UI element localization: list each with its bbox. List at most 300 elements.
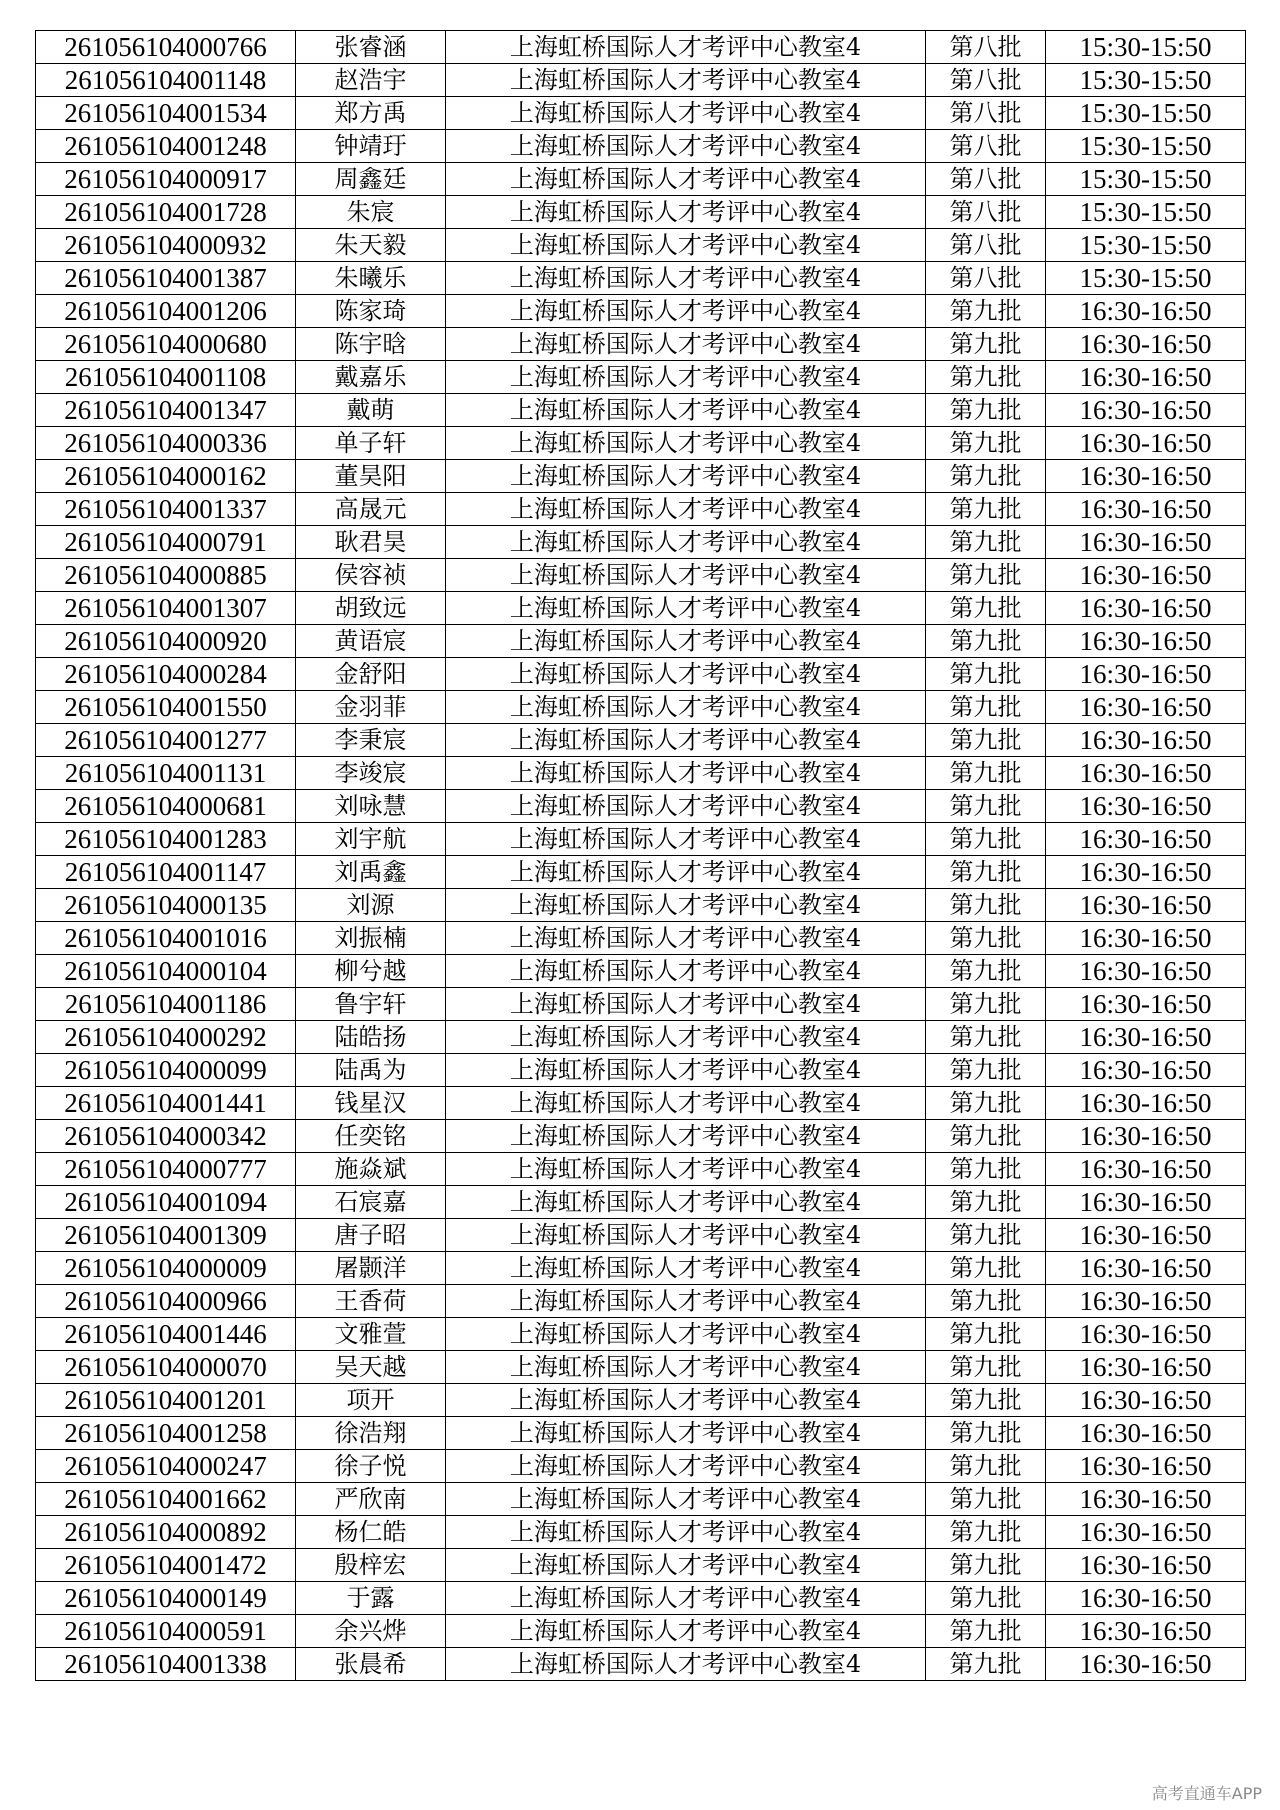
batch-cell: 第九批 [926, 823, 1046, 856]
batch-cell: 第九批 [926, 559, 1046, 592]
time-slot-cell: 16:30-16:50 [1046, 295, 1246, 328]
exam-room-cell: 上海虹桥国际人才考评中心教室4 [446, 790, 926, 823]
candidate-name-cell: 杨仁皓 [296, 1516, 446, 1549]
batch-cell: 第八批 [926, 31, 1046, 64]
table-row [36, 1252, 1246, 1285]
candidate-id-cell: 261056104001248 [36, 130, 296, 163]
candidate-id-cell: 261056104000777 [36, 1153, 296, 1186]
candidate-name-cell: 严欣南 [296, 1483, 446, 1516]
exam-room-cell: 上海虹桥国际人才考评中心教室4 [446, 163, 926, 196]
exam-room-cell: 上海虹桥国际人才考评中心教室4 [446, 1615, 926, 1648]
candidate-id-cell: 261056104001201 [36, 1384, 296, 1417]
table-row [36, 97, 1246, 130]
exam-room-cell: 上海虹桥国际人才考评中心教室4 [446, 1417, 926, 1450]
batch-cell: 第九批 [926, 394, 1046, 427]
batch-cell: 第九批 [926, 1648, 1046, 1681]
table-row [36, 493, 1246, 526]
table-row [36, 1285, 1246, 1318]
candidate-name-cell: 钱星汉 [296, 1087, 446, 1120]
candidate-name-cell: 单子轩 [296, 427, 446, 460]
time-slot-cell: 16:30-16:50 [1046, 592, 1246, 625]
candidate-id-cell: 261056104001309 [36, 1219, 296, 1252]
table-row [36, 163, 1246, 196]
batch-cell: 第九批 [926, 922, 1046, 955]
candidate-name-cell: 黄语宸 [296, 625, 446, 658]
time-slot-cell: 16:30-16:50 [1046, 691, 1246, 724]
candidate-id-cell: 261056104000920 [36, 625, 296, 658]
table-row [36, 262, 1246, 295]
time-slot-cell: 16:30-16:50 [1046, 1483, 1246, 1516]
time-slot-cell: 16:30-16:50 [1046, 790, 1246, 823]
candidate-name-cell: 徐浩翔 [296, 1417, 446, 1450]
batch-cell: 第八批 [926, 64, 1046, 97]
time-slot-cell: 16:30-16:50 [1046, 757, 1246, 790]
batch-cell: 第九批 [926, 1384, 1046, 1417]
time-slot-cell: 16:30-16:50 [1046, 1351, 1246, 1384]
candidate-name-cell: 柳兮越 [296, 955, 446, 988]
exam-room-cell: 上海虹桥国际人才考评中心教室4 [446, 757, 926, 790]
candidate-name-cell: 殷梓宏 [296, 1549, 446, 1582]
candidate-id-cell: 261056104000791 [36, 526, 296, 559]
batch-cell: 第八批 [926, 262, 1046, 295]
table-row [36, 790, 1246, 823]
time-slot-cell: 16:30-16:50 [1046, 1285, 1246, 1318]
batch-cell: 第九批 [926, 691, 1046, 724]
table-row [36, 460, 1246, 493]
exam-room-cell: 上海虹桥国际人才考评中心教室4 [446, 1351, 926, 1384]
time-slot-cell: 15:30-15:50 [1046, 196, 1246, 229]
candidate-id-cell: 261056104001728 [36, 196, 296, 229]
batch-cell: 第八批 [926, 130, 1046, 163]
time-slot-cell: 16:30-16:50 [1046, 559, 1246, 592]
candidate-id-cell: 261056104001337 [36, 493, 296, 526]
time-slot-cell: 16:30-16:50 [1046, 1120, 1246, 1153]
table-row [36, 658, 1246, 691]
exam-room-cell: 上海虹桥国际人才考评中心教室4 [446, 823, 926, 856]
batch-cell: 第九批 [926, 1054, 1046, 1087]
candidate-name-cell: 侯容祯 [296, 559, 446, 592]
table-row [36, 922, 1246, 955]
batch-cell: 第九批 [926, 592, 1046, 625]
batch-cell: 第九批 [926, 328, 1046, 361]
time-slot-cell: 15:30-15:50 [1046, 64, 1246, 97]
table-row [36, 1153, 1246, 1186]
exam-room-cell: 上海虹桥国际人才考评中心教室4 [446, 31, 926, 64]
candidate-name-cell: 胡致远 [296, 592, 446, 625]
time-slot-cell: 16:30-16:50 [1046, 526, 1246, 559]
exam-room-cell: 上海虹桥国际人才考评中心教室4 [446, 1219, 926, 1252]
candidate-id-cell: 261056104000917 [36, 163, 296, 196]
candidate-id-cell: 261056104001534 [36, 97, 296, 130]
time-slot-cell: 16:30-16:50 [1046, 1516, 1246, 1549]
candidate-name-cell: 高晟元 [296, 493, 446, 526]
candidate-name-cell: 刘源 [296, 889, 446, 922]
table-row [36, 361, 1246, 394]
candidate-id-cell: 261056104001307 [36, 592, 296, 625]
batch-cell: 第九批 [926, 1186, 1046, 1219]
table-row [36, 559, 1246, 592]
candidate-id-cell: 261056104001441 [36, 1087, 296, 1120]
time-slot-cell: 16:30-16:50 [1046, 1417, 1246, 1450]
batch-cell: 第九批 [926, 295, 1046, 328]
candidate-id-cell: 261056104001206 [36, 295, 296, 328]
exam-room-cell: 上海虹桥国际人才考评中心教室4 [446, 625, 926, 658]
batch-cell: 第九批 [926, 790, 1046, 823]
candidate-name-cell: 耿君昊 [296, 526, 446, 559]
candidate-name-cell: 鲁宇轩 [296, 988, 446, 1021]
candidate-name-cell: 施焱斌 [296, 1153, 446, 1186]
table-row [36, 130, 1246, 163]
table-row [36, 196, 1246, 229]
time-slot-cell: 16:30-16:50 [1046, 394, 1246, 427]
exam-room-cell: 上海虹桥国际人才考评中心教室4 [446, 691, 926, 724]
exam-room-cell: 上海虹桥国际人才考评中心教室4 [446, 526, 926, 559]
candidate-name-cell: 陈家琦 [296, 295, 446, 328]
batch-cell: 第九批 [926, 1450, 1046, 1483]
table-row [36, 427, 1246, 460]
batch-cell: 第九批 [926, 526, 1046, 559]
table-row [36, 757, 1246, 790]
exam-room-cell: 上海虹桥国际人才考评中心教室4 [446, 493, 926, 526]
batch-cell: 第九批 [926, 1615, 1046, 1648]
candidate-name-cell: 于露 [296, 1582, 446, 1615]
table-row [36, 1054, 1246, 1087]
candidate-id-cell: 261056104001277 [36, 724, 296, 757]
time-slot-cell: 16:30-16:50 [1046, 1450, 1246, 1483]
table-row [36, 1615, 1246, 1648]
candidate-id-cell: 261056104000681 [36, 790, 296, 823]
candidate-id-cell: 261056104000284 [36, 658, 296, 691]
candidate-name-cell: 郑方禹 [296, 97, 446, 130]
candidate-name-cell: 周鑫廷 [296, 163, 446, 196]
candidate-id-cell: 261056104000149 [36, 1582, 296, 1615]
candidate-name-cell: 赵浩宇 [296, 64, 446, 97]
candidate-name-cell: 屠颢洋 [296, 1252, 446, 1285]
exam-room-cell: 上海虹桥国际人才考评中心教室4 [446, 1186, 926, 1219]
table-row [36, 988, 1246, 1021]
candidate-name-cell: 刘咏慧 [296, 790, 446, 823]
exam-room-cell: 上海虹桥国际人才考评中心教室4 [446, 229, 926, 262]
time-slot-cell: 16:30-16:50 [1046, 1153, 1246, 1186]
time-slot-cell: 16:30-16:50 [1046, 1384, 1246, 1417]
candidate-id-cell: 261056104001147 [36, 856, 296, 889]
batch-cell: 第八批 [926, 163, 1046, 196]
batch-cell: 第九批 [926, 1516, 1046, 1549]
candidate-name-cell: 戴萌 [296, 394, 446, 427]
table-row [36, 1318, 1246, 1351]
candidate-id-cell: 261056104001131 [36, 757, 296, 790]
watermark-text: 高考直通车APP [1151, 1784, 1262, 1803]
batch-cell: 第九批 [926, 625, 1046, 658]
time-slot-cell: 16:30-16:50 [1046, 625, 1246, 658]
time-slot-cell: 15:30-15:50 [1046, 130, 1246, 163]
exam-room-cell: 上海虹桥国际人才考评中心教室4 [446, 328, 926, 361]
exam-room-cell: 上海虹桥国际人才考评中心教室4 [446, 1582, 926, 1615]
candidate-id-cell: 261056104000966 [36, 1285, 296, 1318]
candidate-name-cell: 钟靖玗 [296, 130, 446, 163]
candidate-name-cell: 刘禹鑫 [296, 856, 446, 889]
exam-room-cell: 上海虹桥国际人才考评中心教室4 [446, 658, 926, 691]
candidate-id-cell: 261056104000247 [36, 1450, 296, 1483]
time-slot-cell: 16:30-16:50 [1046, 1186, 1246, 1219]
candidate-id-cell: 261056104001347 [36, 394, 296, 427]
candidate-id-cell: 261056104000591 [36, 1615, 296, 1648]
candidate-name-cell: 董昊阳 [296, 460, 446, 493]
candidate-name-cell: 张睿涵 [296, 31, 446, 64]
batch-cell: 第八批 [926, 97, 1046, 130]
candidate-id-cell: 261056104000099 [36, 1054, 296, 1087]
candidate-name-cell: 陆禹为 [296, 1054, 446, 1087]
candidate-name-cell: 张晨希 [296, 1648, 446, 1681]
batch-cell: 第九批 [926, 1252, 1046, 1285]
time-slot-cell: 16:30-16:50 [1046, 427, 1246, 460]
time-slot-cell: 16:30-16:50 [1046, 1615, 1246, 1648]
candidate-id-cell: 261056104001258 [36, 1417, 296, 1450]
candidate-name-cell: 李竣宸 [296, 757, 446, 790]
batch-cell: 第九批 [926, 955, 1046, 988]
exam-room-cell: 上海虹桥国际人才考评中心教室4 [446, 1021, 926, 1054]
time-slot-cell: 15:30-15:50 [1046, 97, 1246, 130]
batch-cell: 第九批 [926, 1219, 1046, 1252]
batch-cell: 第九批 [926, 856, 1046, 889]
table-row [36, 724, 1246, 757]
candidate-id-cell: 261056104001472 [36, 1549, 296, 1582]
table-row [36, 1450, 1246, 1483]
table-row [36, 1648, 1246, 1681]
candidate-name-cell: 陈宇晗 [296, 328, 446, 361]
candidate-name-cell: 吴天越 [296, 1351, 446, 1384]
exam-room-cell: 上海虹桥国际人才考评中心教室4 [446, 988, 926, 1021]
time-slot-cell: 16:30-16:50 [1046, 823, 1246, 856]
candidate-name-cell: 朱曦乐 [296, 262, 446, 295]
time-slot-cell: 16:30-16:50 [1046, 1087, 1246, 1120]
table-row [36, 1549, 1246, 1582]
candidate-name-cell: 石宸嘉 [296, 1186, 446, 1219]
table-body [36, 31, 1246, 1681]
time-slot-cell: 16:30-16:50 [1046, 1318, 1246, 1351]
exam-room-cell: 上海虹桥国际人才考评中心教室4 [446, 1087, 926, 1120]
time-slot-cell: 16:30-16:50 [1046, 1648, 1246, 1681]
batch-cell: 第九批 [926, 1087, 1046, 1120]
time-slot-cell: 16:30-16:50 [1046, 1054, 1246, 1087]
candidate-name-cell: 文雅萱 [296, 1318, 446, 1351]
candidate-id-cell: 261056104001387 [36, 262, 296, 295]
candidate-id-cell: 261056104001283 [36, 823, 296, 856]
exam-room-cell: 上海虹桥国际人才考评中心教室4 [446, 1516, 926, 1549]
time-slot-cell: 15:30-15:50 [1046, 163, 1246, 196]
table-row [36, 295, 1246, 328]
batch-cell: 第九批 [926, 1153, 1046, 1186]
candidate-id-cell: 261056104000135 [36, 889, 296, 922]
candidate-name-cell: 王香荷 [296, 1285, 446, 1318]
candidate-id-cell: 261056104000292 [36, 1021, 296, 1054]
table-row [36, 1351, 1246, 1384]
exam-room-cell: 上海虹桥国际人才考评中心教室4 [446, 955, 926, 988]
table-row [36, 229, 1246, 262]
time-slot-cell: 16:30-16:50 [1046, 460, 1246, 493]
candidate-id-cell: 261056104000892 [36, 1516, 296, 1549]
exam-room-cell: 上海虹桥国际人才考评中心教室4 [446, 1153, 926, 1186]
batch-cell: 第九批 [926, 1417, 1046, 1450]
candidate-name-cell: 李秉宸 [296, 724, 446, 757]
time-slot-cell: 15:30-15:50 [1046, 229, 1246, 262]
candidate-id-cell: 261056104001446 [36, 1318, 296, 1351]
time-slot-cell: 16:30-16:50 [1046, 1549, 1246, 1582]
exam-room-cell: 上海虹桥国际人才考评中心教室4 [446, 592, 926, 625]
candidate-name-cell: 徐子悦 [296, 1450, 446, 1483]
table-row [36, 1186, 1246, 1219]
candidate-id-cell: 261056104001094 [36, 1186, 296, 1219]
candidate-id-cell: 261056104000070 [36, 1351, 296, 1384]
time-slot-cell: 15:30-15:50 [1046, 31, 1246, 64]
exam-room-cell: 上海虹桥国际人才考评中心教室4 [446, 1549, 926, 1582]
candidate-id-cell: 261056104000342 [36, 1120, 296, 1153]
table-row [36, 394, 1246, 427]
candidate-id-cell: 261056104000885 [36, 559, 296, 592]
exam-room-cell: 上海虹桥国际人才考评中心教室4 [446, 1120, 926, 1153]
table-row [36, 1417, 1246, 1450]
candidate-name-cell: 金舒阳 [296, 658, 446, 691]
table-row [36, 328, 1246, 361]
exam-room-cell: 上海虹桥国际人才考评中心教室4 [446, 1483, 926, 1516]
exam-room-cell: 上海虹桥国际人才考评中心教室4 [446, 427, 926, 460]
exam-room-cell: 上海虹桥国际人才考评中心教室4 [446, 889, 926, 922]
batch-cell: 第九批 [926, 460, 1046, 493]
table-row [36, 592, 1246, 625]
batch-cell: 第九批 [926, 757, 1046, 790]
table-row [36, 1087, 1246, 1120]
candidate-name-cell: 朱宸 [296, 196, 446, 229]
table-row [36, 1384, 1246, 1417]
exam-room-cell: 上海虹桥国际人才考评中心教室4 [446, 1285, 926, 1318]
candidate-id-cell: 261056104001338 [36, 1648, 296, 1681]
time-slot-cell: 16:30-16:50 [1046, 856, 1246, 889]
candidate-id-cell: 261056104001148 [36, 64, 296, 97]
candidate-name-cell: 刘振楠 [296, 922, 446, 955]
time-slot-cell: 16:30-16:50 [1046, 955, 1246, 988]
exam-room-cell: 上海虹桥国际人才考评中心教室4 [446, 196, 926, 229]
candidate-id-cell: 261056104001186 [36, 988, 296, 1021]
candidate-id-cell: 261056104000104 [36, 955, 296, 988]
exam-room-cell: 上海虹桥国际人才考评中心教室4 [446, 559, 926, 592]
time-slot-cell: 16:30-16:50 [1046, 1252, 1246, 1285]
candidate-name-cell: 陆皓扬 [296, 1021, 446, 1054]
candidate-name-cell: 金羽菲 [296, 691, 446, 724]
time-slot-cell: 15:30-15:50 [1046, 262, 1246, 295]
candidate-id-cell: 261056104000009 [36, 1252, 296, 1285]
time-slot-cell: 16:30-16:50 [1046, 988, 1246, 1021]
batch-cell: 第九批 [926, 724, 1046, 757]
batch-cell: 第九批 [926, 1318, 1046, 1351]
batch-cell: 第八批 [926, 196, 1046, 229]
table-row [36, 1021, 1246, 1054]
batch-cell: 第九批 [926, 889, 1046, 922]
table-row [36, 1120, 1246, 1153]
batch-cell: 第九批 [926, 1549, 1046, 1582]
exam-room-cell: 上海虹桥国际人才考评中心教室4 [446, 295, 926, 328]
batch-cell: 第九批 [926, 1120, 1046, 1153]
candidate-id-cell: 261056104000680 [36, 328, 296, 361]
batch-cell: 第九批 [926, 361, 1046, 394]
exam-room-cell: 上海虹桥国际人才考评中心教室4 [446, 361, 926, 394]
candidate-name-cell: 朱天毅 [296, 229, 446, 262]
candidate-name-cell: 余兴烨 [296, 1615, 446, 1648]
candidate-id-cell: 261056104001016 [36, 922, 296, 955]
candidate-id-cell: 261056104000932 [36, 229, 296, 262]
exam-room-cell: 上海虹桥国际人才考评中心教室4 [446, 1054, 926, 1087]
exam-room-cell: 上海虹桥国际人才考评中心教室4 [446, 460, 926, 493]
batch-cell: 第九批 [926, 988, 1046, 1021]
candidate-name-cell: 刘宇航 [296, 823, 446, 856]
time-slot-cell: 16:30-16:50 [1046, 493, 1246, 526]
exam-room-cell: 上海虹桥国际人才考评中心教室4 [446, 1384, 926, 1417]
exam-room-cell: 上海虹桥国际人才考评中心教室4 [446, 1252, 926, 1285]
exam-room-cell: 上海虹桥国际人才考评中心教室4 [446, 856, 926, 889]
table-row [36, 889, 1246, 922]
table-row [36, 856, 1246, 889]
candidate-id-cell: 261056104000766 [36, 31, 296, 64]
exam-room-cell: 上海虹桥国际人才考评中心教室4 [446, 1318, 926, 1351]
table-row [36, 1219, 1246, 1252]
table-row [36, 1483, 1246, 1516]
time-slot-cell: 16:30-16:50 [1046, 724, 1246, 757]
candidate-name-cell: 唐子昭 [296, 1219, 446, 1252]
table-row [36, 64, 1246, 97]
time-slot-cell: 16:30-16:50 [1046, 658, 1246, 691]
table-row [36, 823, 1246, 856]
exam-room-cell: 上海虹桥国际人才考评中心教室4 [446, 724, 926, 757]
time-slot-cell: 16:30-16:50 [1046, 922, 1246, 955]
time-slot-cell: 16:30-16:50 [1046, 889, 1246, 922]
table-row [36, 691, 1246, 724]
candidate-name-cell: 戴嘉乐 [296, 361, 446, 394]
time-slot-cell: 16:30-16:50 [1046, 1219, 1246, 1252]
table-row [36, 31, 1246, 64]
candidate-id-cell: 261056104001108 [36, 361, 296, 394]
candidate-name-cell: 任奕铭 [296, 1120, 446, 1153]
table-row [36, 1516, 1246, 1549]
batch-cell: 第八批 [926, 229, 1046, 262]
candidate-id-cell: 261056104001662 [36, 1483, 296, 1516]
batch-cell: 第九批 [926, 1351, 1046, 1384]
time-slot-cell: 16:30-16:50 [1046, 328, 1246, 361]
batch-cell: 第九批 [926, 1285, 1046, 1318]
candidate-id-cell: 261056104000162 [36, 460, 296, 493]
time-slot-cell: 16:30-16:50 [1046, 1021, 1246, 1054]
table-row [36, 955, 1246, 988]
exam-room-cell: 上海虹桥国际人才考评中心教室4 [446, 262, 926, 295]
time-slot-cell: 16:30-16:50 [1046, 361, 1246, 394]
table-row [36, 1582, 1246, 1615]
candidate-id-cell: 261056104000336 [36, 427, 296, 460]
candidate-name-cell: 项开 [296, 1384, 446, 1417]
exam-room-cell: 上海虹桥国际人才考评中心教室4 [446, 97, 926, 130]
batch-cell: 第九批 [926, 493, 1046, 526]
exam-room-cell: 上海虹桥国际人才考评中心教室4 [446, 922, 926, 955]
exam-room-cell: 上海虹桥国际人才考评中心教室4 [446, 130, 926, 163]
exam-room-cell: 上海虹桥国际人才考评中心教室4 [446, 1450, 926, 1483]
batch-cell: 第九批 [926, 658, 1046, 691]
table-row [36, 625, 1246, 658]
time-slot-cell: 16:30-16:50 [1046, 1582, 1246, 1615]
exam-schedule-table [35, 30, 1246, 1681]
batch-cell: 第九批 [926, 427, 1046, 460]
batch-cell: 第九批 [926, 1021, 1046, 1054]
batch-cell: 第九批 [926, 1582, 1046, 1615]
exam-room-cell: 上海虹桥国际人才考评中心教室4 [446, 394, 926, 427]
batch-cell: 第九批 [926, 1483, 1046, 1516]
table-row [36, 526, 1246, 559]
